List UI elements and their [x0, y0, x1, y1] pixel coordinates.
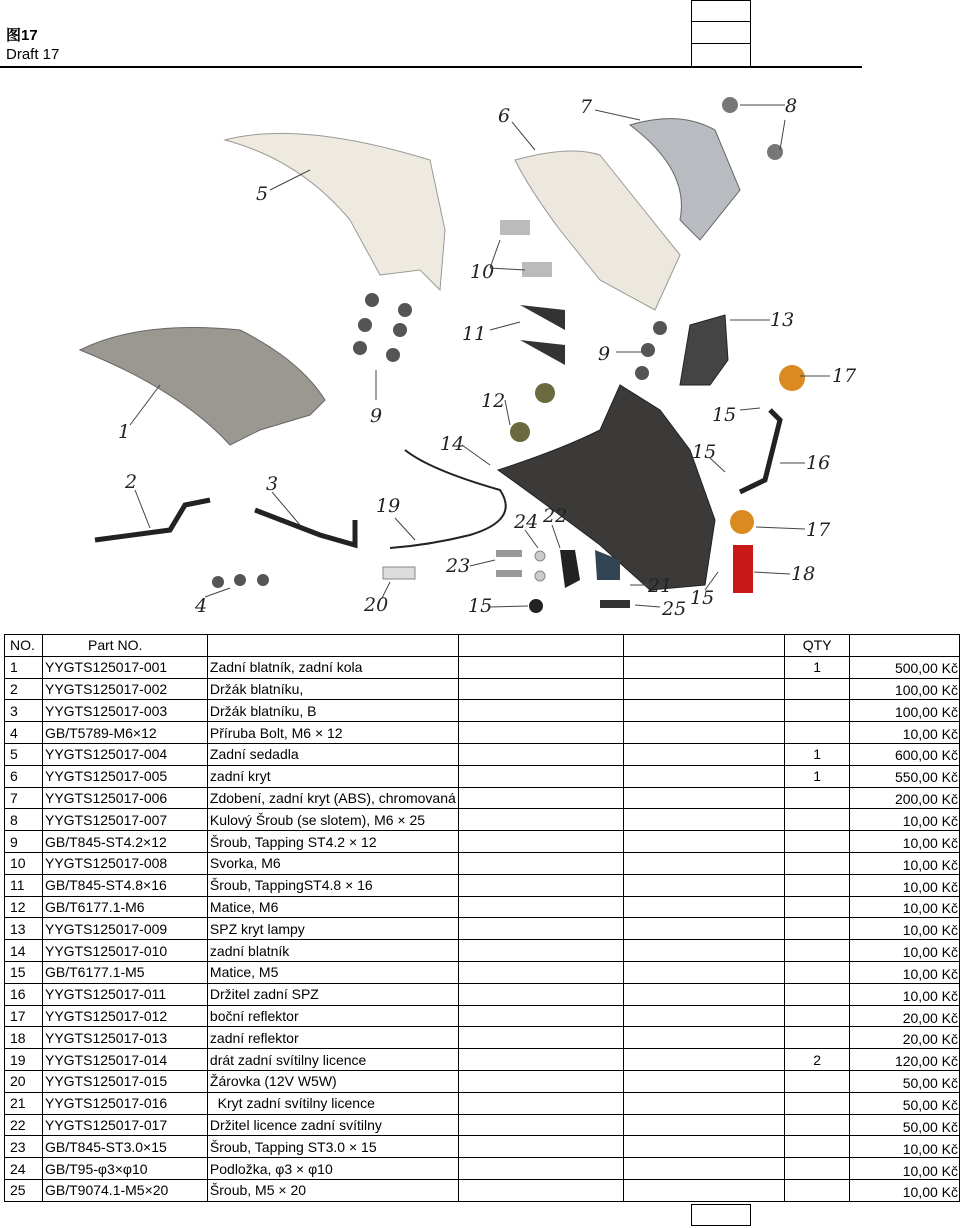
callout: 20 [364, 594, 389, 616]
callout: 13 [770, 309, 795, 331]
row-description: Šroub, TappingST4.8 × 16 [207, 874, 458, 896]
part-side-reflector-upper [779, 365, 805, 391]
table-row [5, 1158, 960, 1180]
row-gap [623, 1027, 785, 1049]
callout: 15 [690, 587, 715, 609]
table-row [5, 722, 960, 744]
row-qty [785, 1005, 850, 1027]
row-qty [785, 809, 850, 831]
row-note [458, 1158, 623, 1180]
row-gap [623, 722, 785, 744]
row-qty [785, 852, 850, 874]
row-gap [623, 874, 785, 896]
row-part-no: YYGTS125017-004 [42, 743, 207, 765]
table-row [5, 874, 960, 896]
table-row [5, 1179, 960, 1201]
row-price: 10,00 Kč [902, 944, 958, 961]
row-description: Šroub, Tapping ST3.0 × 15 [207, 1136, 458, 1158]
row-price: 120,00 Kč [894, 1053, 958, 1070]
row-qty: 1 [785, 765, 850, 787]
header-part-no: Part NO. [42, 635, 207, 657]
callout: 9 [370, 405, 383, 427]
row-note [458, 700, 623, 722]
row-price: 20,00 Kč [902, 1031, 958, 1048]
row-gap [623, 678, 785, 700]
row-no: 8 [5, 809, 43, 831]
table-row [5, 700, 960, 722]
part-rear-reflector [733, 545, 753, 593]
table-row [5, 961, 960, 983]
row-description: Zdobení, zadní kryt (ABS), chromovaná [207, 787, 458, 809]
part-rear-fender [80, 328, 325, 446]
table-row [5, 918, 960, 940]
row-part-no: GB/T5789-M6×12 [42, 722, 207, 744]
row-gap [623, 1070, 785, 1092]
row-note [458, 896, 623, 918]
row-description: Matice, M6 [207, 896, 458, 918]
row-description: Zadní blatník, zadní kola [207, 656, 458, 678]
row-part-no: YYGTS125017-002 [42, 678, 207, 700]
header-extra [850, 635, 960, 657]
row-part-no: YYGTS125017-006 [42, 787, 207, 809]
part-nut-15 [529, 599, 543, 613]
row-qty [785, 787, 850, 809]
row-qty [785, 1136, 850, 1158]
row-no: 3 [5, 700, 43, 722]
header-desc [207, 635, 458, 657]
table-row [5, 1136, 960, 1158]
exploded-parts-diagram [60, 85, 860, 630]
row-note [458, 1179, 623, 1201]
callout: 19 [376, 495, 401, 517]
row-description: Držák blatníku, B [207, 700, 458, 722]
callout: 17 [832, 365, 857, 387]
callout: 2 [125, 471, 138, 493]
row-description: Kulový Šroub (se slotem), M6 × 25 [207, 809, 458, 831]
row-description: Šroub, Tapping ST4.2 × 12 [207, 831, 458, 853]
callout: 15 [468, 595, 493, 617]
row-no: 25 [5, 1179, 43, 1201]
table-row [5, 831, 960, 853]
row-no: 20 [5, 1070, 43, 1092]
row-price: 50,00 Kč [902, 1118, 958, 1135]
row-note [458, 874, 623, 896]
row-gap [623, 787, 785, 809]
row-qty: 2 [785, 1049, 850, 1071]
callout: 15 [712, 404, 737, 426]
bolts-4 [212, 574, 269, 588]
row-note [458, 983, 623, 1005]
table-row [5, 787, 960, 809]
row-note [458, 809, 623, 831]
row-price: 100,00 Kč [894, 703, 958, 720]
row-note [458, 1070, 623, 1092]
part-wire [390, 450, 506, 548]
callout: 16 [806, 452, 831, 474]
row-part-no: GB/T845-ST3.0×15 [42, 1136, 207, 1158]
callout: 24 [514, 511, 539, 533]
row-description: drát zadní svítilny licence [207, 1049, 458, 1071]
part-nut-12a [535, 383, 555, 403]
callout: 7 [580, 96, 593, 118]
row-note [458, 1049, 623, 1071]
screws-9b [635, 321, 667, 380]
row-price: 10,00 Kč [902, 725, 958, 742]
row-qty: 1 [785, 743, 850, 765]
row-qty [785, 874, 850, 896]
row-gap [623, 1158, 785, 1180]
row-part-no: GB/T9074.1-M5×20 [42, 1179, 207, 1201]
row-note [458, 765, 623, 787]
row-qty [785, 678, 850, 700]
table-row [5, 983, 960, 1005]
callout: 12 [481, 390, 506, 412]
callout: 1 [118, 421, 131, 443]
row-note [458, 743, 623, 765]
row-gap [623, 1136, 785, 1158]
row-price: 550,00 Kč [894, 769, 958, 786]
part-plate-holder [740, 410, 780, 492]
row-part-no: YYGTS125017-003 [42, 700, 207, 722]
row-qty [785, 1114, 850, 1136]
row-no: 6 [5, 765, 43, 787]
row-gap [623, 765, 785, 787]
row-price: 10,00 Kč [902, 856, 958, 873]
row-description: SPZ kryt lampy [207, 918, 458, 940]
row-qty [785, 983, 850, 1005]
callout: 15 [692, 441, 717, 463]
screws-8 [722, 97, 783, 160]
table-row [5, 852, 960, 874]
table-row [5, 809, 960, 831]
row-no: 14 [5, 940, 43, 962]
header-qty: QTY [785, 635, 850, 657]
table-row [5, 1092, 960, 1114]
row-no: 10 [5, 852, 43, 874]
row-part-no: YYGTS125017-010 [42, 940, 207, 962]
row-part-no: YYGTS125017-016 [42, 1092, 207, 1114]
table-header-row [5, 635, 960, 657]
row-price: 10,00 Kč [902, 878, 958, 895]
row-no: 1 [5, 656, 43, 678]
row-description: Zadní sedadla [207, 743, 458, 765]
row-qty [785, 1027, 850, 1049]
row-part-no: YYGTS125017-008 [42, 852, 207, 874]
part-nut-12b [510, 422, 530, 442]
row-no: 24 [5, 1158, 43, 1180]
row-gap [623, 961, 785, 983]
header-title: 图17 [6, 27, 38, 44]
row-part-no: YYGTS125017-007 [42, 809, 207, 831]
part-bulb [383, 567, 415, 579]
row-note [458, 1136, 623, 1158]
row-description: Držák blatníku, [207, 678, 458, 700]
row-qty [785, 1158, 850, 1180]
row-description: Svorka, M6 [207, 852, 458, 874]
table-row [5, 1070, 960, 1092]
row-no: 2 [5, 678, 43, 700]
row-no: 9 [5, 831, 43, 853]
row-part-no: GB/T6177.1-M6 [42, 896, 207, 918]
row-no: 23 [5, 1136, 43, 1158]
row-description: boční reflektor [207, 1005, 458, 1027]
row-part-no: YYGTS125017-011 [42, 983, 207, 1005]
table-row [5, 1114, 960, 1136]
table-row [5, 743, 960, 765]
part-bracket-3 [255, 510, 355, 545]
row-gap [623, 852, 785, 874]
callout: 21 [648, 575, 673, 597]
header-box-1 [691, 0, 751, 22]
callout: 3 [266, 473, 279, 495]
row-no: 18 [5, 1027, 43, 1049]
row-qty [785, 918, 850, 940]
part-lamp-holder [560, 550, 580, 588]
row-part-no: YYGTS125017-014 [42, 1049, 207, 1071]
callout: 10 [470, 261, 495, 283]
row-description: Šroub, M5 × 20 [207, 1179, 458, 1201]
row-no: 22 [5, 1114, 43, 1136]
row-part-no: YYGTS125017-005 [42, 765, 207, 787]
row-qty [785, 940, 850, 962]
row-gap [623, 700, 785, 722]
row-note [458, 787, 623, 809]
row-description: zadní reflektor [207, 1027, 458, 1049]
bottom-box [691, 1204, 751, 1226]
header-gap [623, 635, 785, 657]
row-qty [785, 831, 850, 853]
table-row [5, 1027, 960, 1049]
row-part-no: GB/T6177.1-M5 [42, 961, 207, 983]
table-row [5, 940, 960, 962]
row-gap [623, 1179, 785, 1201]
row-no: 11 [5, 874, 43, 896]
table-row [5, 1005, 960, 1027]
callout: 9 [598, 343, 611, 365]
row-no: 19 [5, 1049, 43, 1071]
row-price: 10,00 Kč [902, 900, 958, 917]
row-gap [623, 1005, 785, 1027]
row-description: Příruba Bolt, M6 × 12 [207, 722, 458, 744]
row-qty [785, 961, 850, 983]
callout: 25 [662, 598, 687, 620]
row-price: 600,00 Kč [894, 747, 958, 764]
part-clip-10a [500, 220, 530, 235]
row-description: Kryt zadní svítilny licence [207, 1092, 458, 1114]
header-box-2 [691, 21, 751, 44]
parts-table [4, 634, 960, 1202]
row-gap [623, 1092, 785, 1114]
row-description: Držitel licence zadní svítilny [207, 1114, 458, 1136]
row-gap [623, 809, 785, 831]
callout: 6 [498, 105, 511, 127]
row-part-no: YYGTS125017-013 [42, 1027, 207, 1049]
row-price: 10,00 Kč [902, 987, 958, 1004]
row-qty [785, 722, 850, 744]
row-note [458, 722, 623, 744]
row-price: 10,00 Kč [902, 812, 958, 829]
row-note [458, 961, 623, 983]
row-gap [623, 656, 785, 678]
table-row [5, 896, 960, 918]
callout: 23 [446, 555, 471, 577]
callout: 14 [440, 433, 465, 455]
row-gap [623, 918, 785, 940]
row-part-no: YYGTS125017-009 [42, 918, 207, 940]
row-part-no: GB/T95-φ3×φ10 [42, 1158, 207, 1180]
row-note [458, 678, 623, 700]
part-lamp-cover [680, 315, 728, 385]
row-no: 21 [5, 1092, 43, 1114]
table-row [5, 678, 960, 700]
row-price: 10,00 Kč [902, 1140, 958, 1157]
row-note [458, 1005, 623, 1027]
row-description: Podložka, φ3 × φ10 [207, 1158, 458, 1180]
row-gap [623, 896, 785, 918]
callout: 11 [462, 323, 487, 345]
row-gap [623, 1049, 785, 1071]
row-qty [785, 1179, 850, 1201]
row-no: 16 [5, 983, 43, 1005]
row-price: 10,00 Kč [902, 1184, 958, 1201]
row-price: 10,00 Kč [902, 965, 958, 982]
screws-11 [520, 305, 565, 365]
row-no: 13 [5, 918, 43, 940]
row-no: 17 [5, 1005, 43, 1027]
screws-23 [496, 550, 522, 577]
callout: 5 [256, 183, 269, 205]
row-no: 5 [5, 743, 43, 765]
row-price: 10,00 Kč [902, 834, 958, 851]
row-note [458, 940, 623, 962]
row-description: zadní blatník [207, 940, 458, 962]
row-qty [785, 700, 850, 722]
row-no: 4 [5, 722, 43, 744]
row-part-no: GB/T845-ST4.2×12 [42, 831, 207, 853]
callout: 17 [806, 519, 831, 541]
header-box-3 [691, 43, 751, 67]
row-qty [785, 896, 850, 918]
row-description: zadní kryt [207, 765, 458, 787]
row-note [458, 1027, 623, 1049]
table-row [5, 765, 960, 787]
row-description: Žárovka (12V W5W) [207, 1070, 458, 1092]
row-gap [623, 831, 785, 853]
row-description: Matice, M5 [207, 961, 458, 983]
row-part-no: YYGTS125017-017 [42, 1114, 207, 1136]
row-note [458, 852, 623, 874]
row-note [458, 656, 623, 678]
part-clip-10b [522, 262, 552, 277]
part-side-reflector-lower [730, 510, 754, 534]
row-no: 7 [5, 787, 43, 809]
row-gap [623, 743, 785, 765]
row-part-no: GB/T845-ST4.8×16 [42, 874, 207, 896]
row-description: Držitel zadní SPZ [207, 983, 458, 1005]
row-part-no: YYGTS125017-015 [42, 1070, 207, 1092]
washers-24 [535, 551, 545, 581]
row-price: 500,00 Kč [894, 660, 958, 676]
row-part-no: YYGTS125017-012 [42, 1005, 207, 1027]
part-bracket-2 [95, 500, 210, 540]
row-price: 10,00 Kč [902, 922, 958, 939]
row-price: 50,00 Kč [902, 1075, 958, 1092]
row-gap [623, 983, 785, 1005]
header-no: NO. [5, 635, 43, 657]
row-note [458, 918, 623, 940]
part-rear-cover [515, 151, 680, 310]
row-gap [623, 1114, 785, 1136]
header-rule [0, 66, 862, 68]
row-note [458, 1114, 623, 1136]
row-no: 12 [5, 896, 43, 918]
header-note [458, 635, 623, 657]
part-screw-25 [600, 600, 630, 608]
row-note [458, 831, 623, 853]
row-price: 10,00 Kč [902, 1162, 958, 1179]
callout: 18 [791, 563, 816, 585]
row-note [458, 1092, 623, 1114]
row-no: 15 [5, 961, 43, 983]
callout: 8 [785, 95, 798, 117]
table-row [5, 656, 960, 678]
row-price: 200,00 Kč [894, 791, 958, 808]
callout: 22 [543, 505, 568, 527]
row-qty [785, 1070, 850, 1092]
header-subtitle: Draft 17 [6, 46, 60, 63]
row-qty [785, 1092, 850, 1114]
row-price: 100,00 Kč [894, 681, 958, 698]
row-gap [623, 940, 785, 962]
row-part-no: YYGTS125017-001 [42, 656, 207, 678]
screws-9a [353, 293, 412, 362]
row-price: 50,00 Kč [902, 1097, 958, 1113]
row-qty: 1 [785, 656, 850, 678]
part-rear-seat [225, 133, 445, 290]
callout: 4 [195, 595, 208, 617]
table-row [5, 1049, 960, 1071]
row-price: 20,00 Kč [902, 1009, 958, 1026]
